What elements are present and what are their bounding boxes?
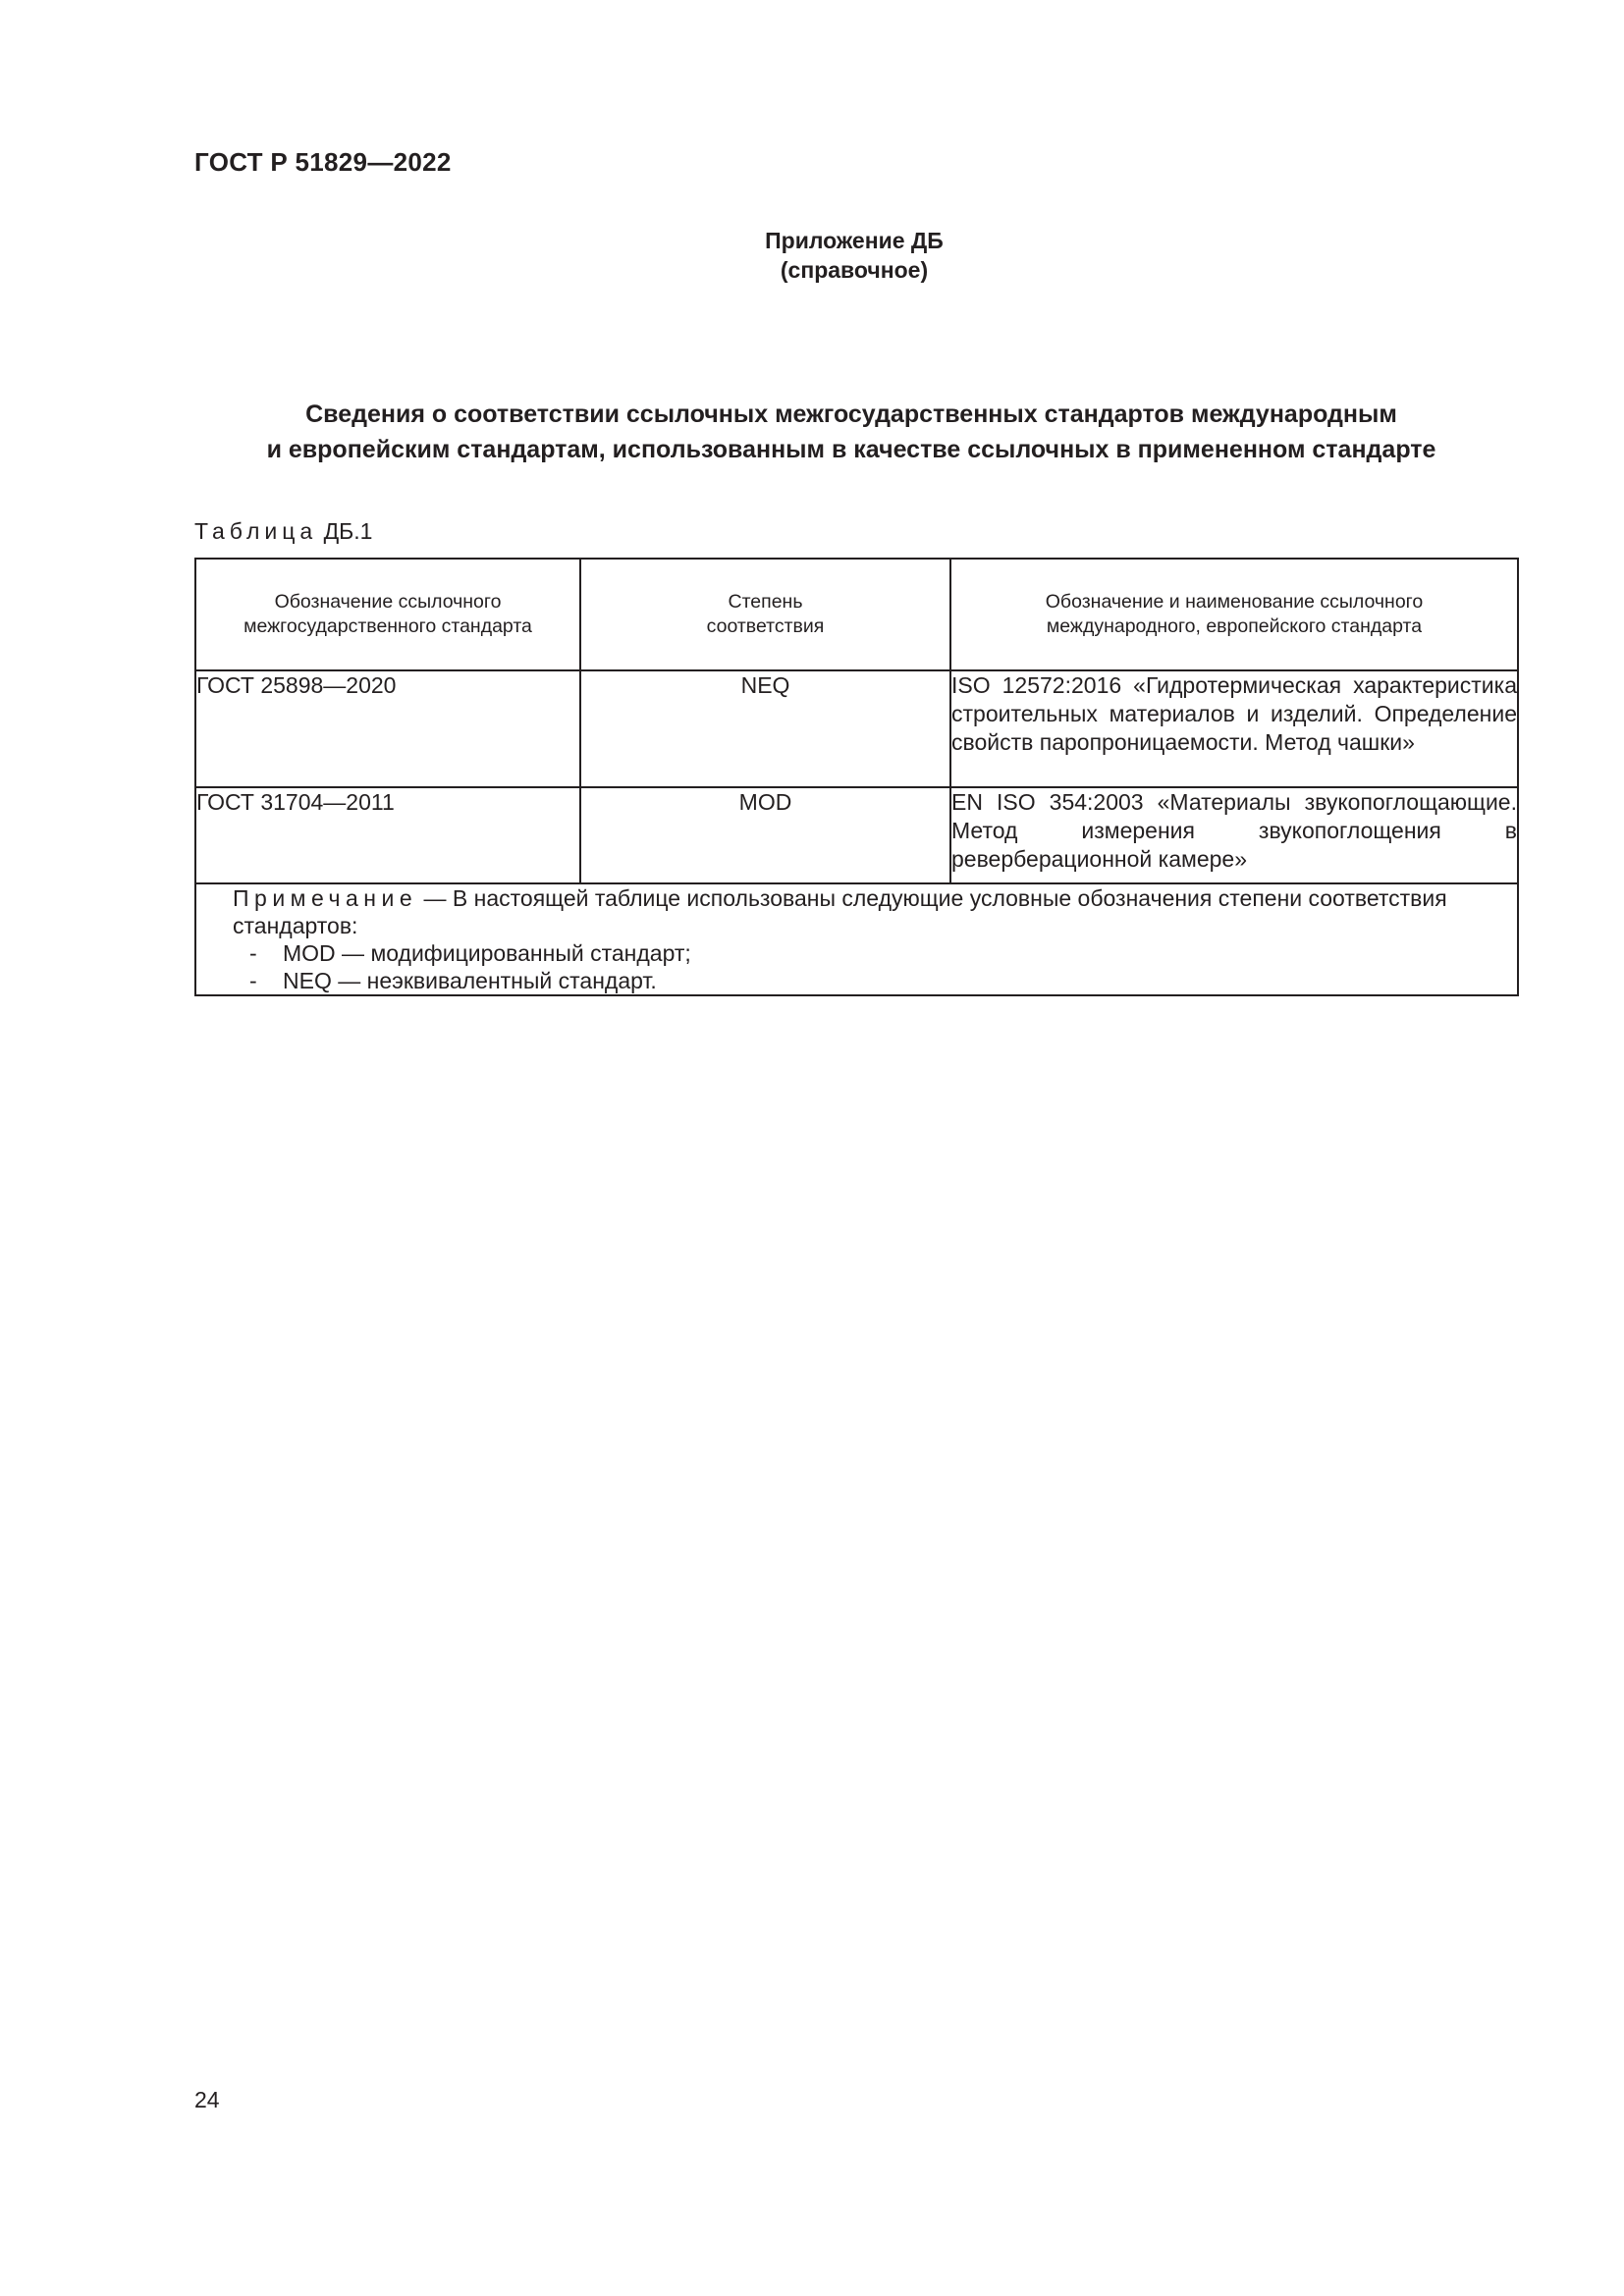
document-code: ГОСТ Р 51829—2022 xyxy=(194,147,452,177)
cell-reference-code: ГОСТ 25898—2020 xyxy=(195,670,580,787)
table-row xyxy=(195,670,1518,787)
note-item-dash: - xyxy=(249,968,257,993)
table-caption xyxy=(194,518,372,545)
note-item-text: MOD — модифицированный стандарт; xyxy=(283,940,691,966)
cell-description: EN ISO 354:2003 «Материалы звукопоглощающие. Метод измерения звукопоглощения в реверберационной камере» xyxy=(950,787,1518,883)
note-list-item xyxy=(196,939,1517,967)
conformity-table xyxy=(194,558,1519,996)
note-text: — В настоящей таблице использованы следующие условные обозначения степени соответствия стандартов: xyxy=(233,885,1447,938)
section-title-line1: Сведения о соответствии ссылочных межгосударственных стандартов международным xyxy=(305,400,1397,428)
table-note xyxy=(195,883,1518,995)
header-cell-international: Обозначение и наименование ссылочного международного, европейского стандарта xyxy=(950,559,1518,670)
page-number: 24 xyxy=(194,2087,220,2112)
note-label: Примечание xyxy=(233,885,418,911)
table-caption-number: ДБ.1 xyxy=(323,518,373,544)
appendix-heading xyxy=(707,226,1001,285)
header-cell-degree: Степень соответствия xyxy=(580,559,950,670)
section-title-line2: и европейским стандартам, использованным в качестве ссылочных в примененном стандарте xyxy=(266,436,1436,463)
table-row xyxy=(195,787,1518,883)
cell-degree: MOD xyxy=(580,787,950,883)
appendix-subtitle: (справочное) xyxy=(780,257,929,283)
table-header-row xyxy=(195,559,1518,670)
note-item-dash: - xyxy=(249,940,257,966)
note-list-item xyxy=(196,967,1517,994)
table-caption-label: Таблица xyxy=(194,518,318,544)
cell-degree: NEQ xyxy=(580,670,950,787)
appendix-title: Приложение ДБ xyxy=(765,228,944,253)
cell-description: ISO 12572:2016 «Гидротермическая характеристика строительных материалов и изделий. Определение свойств паропроницаемости. Метод чашки» xyxy=(950,670,1518,787)
table-note-row xyxy=(195,883,1518,995)
cell-reference-code: ГОСТ 31704—2011 xyxy=(195,787,580,883)
note-item-text: NEQ — неэквивалентный стандарт. xyxy=(283,968,657,993)
section-title xyxy=(147,397,1555,467)
header-cell-reference: Обозначение ссылочного межгосударственного стандарта xyxy=(195,559,580,670)
note-paragraph xyxy=(196,884,1517,939)
